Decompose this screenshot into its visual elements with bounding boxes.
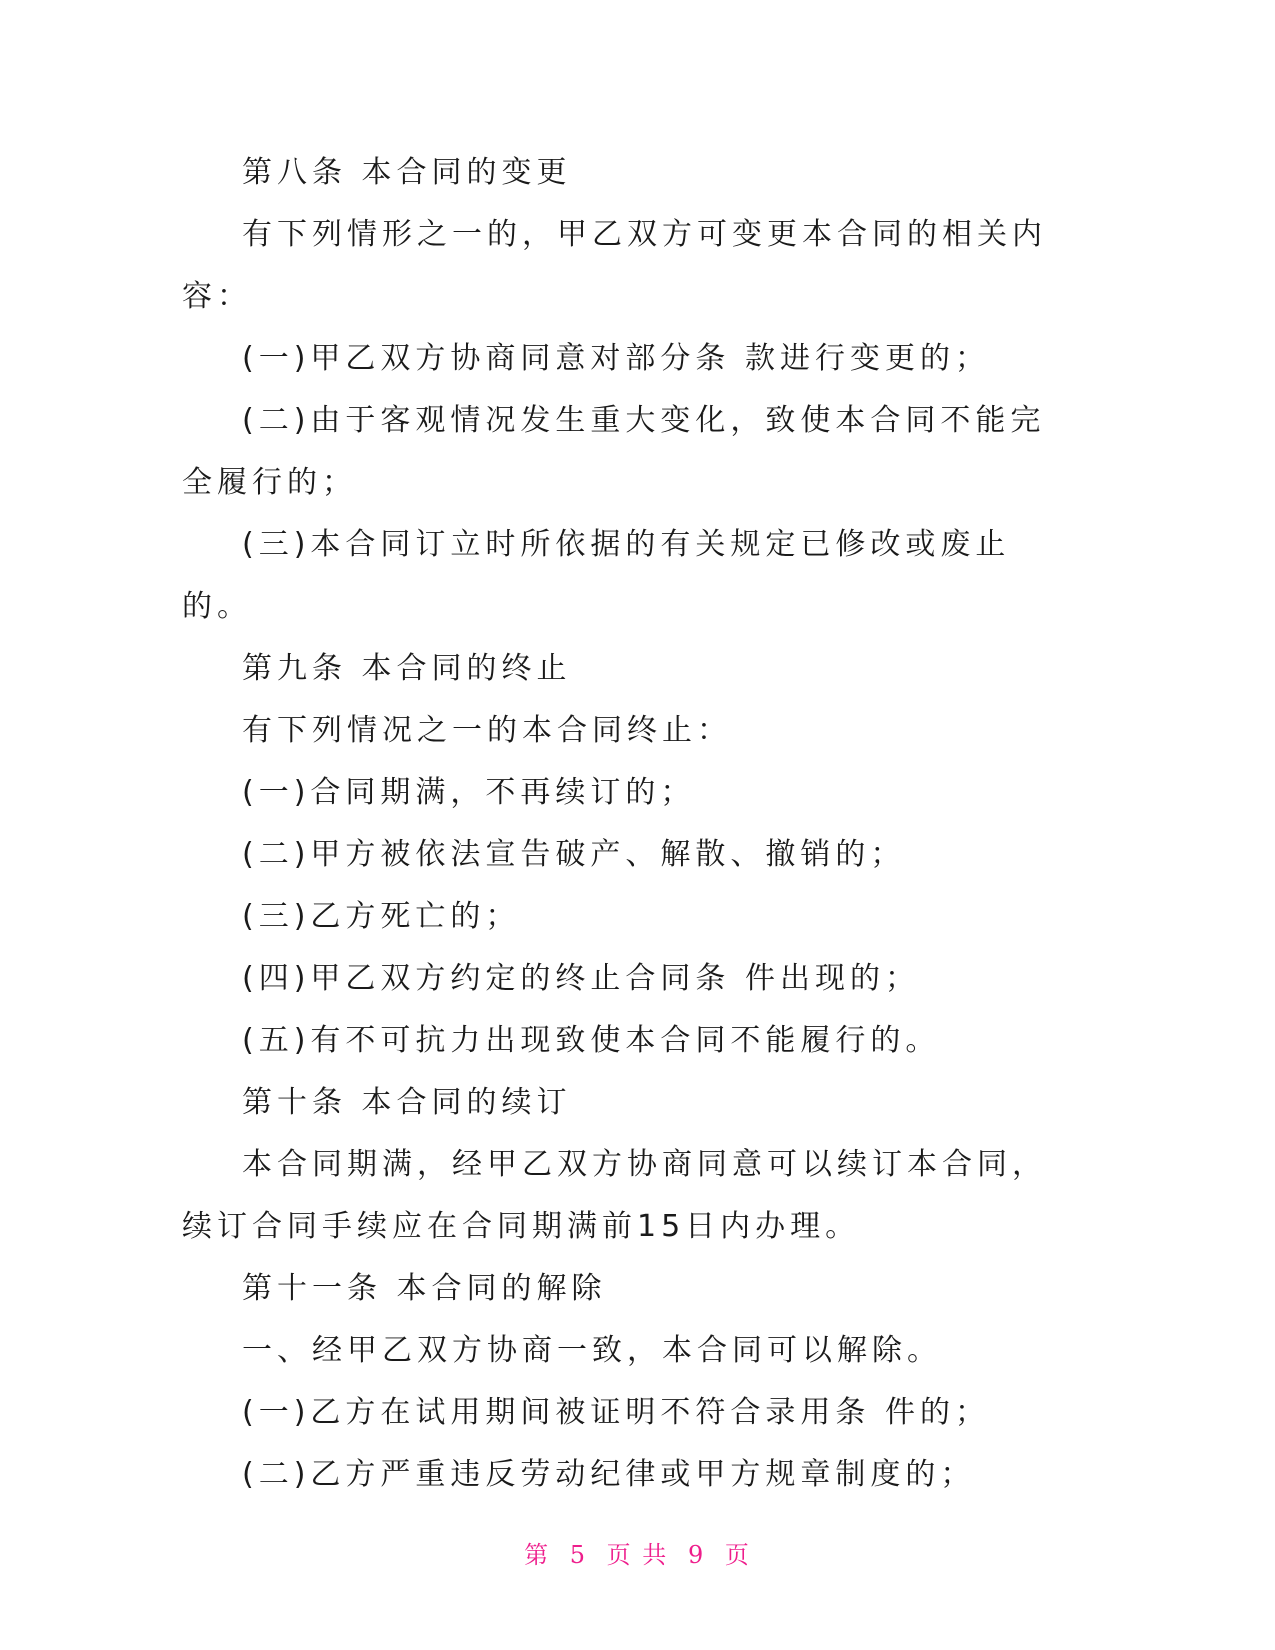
paragraph: 有下列情形之一的，甲乙双方可变更本合同的相关内容：: [182, 217, 1047, 314]
paragraph: 本合同期满，经甲乙双方协商同意可以续订本合同，续订合同手续应在合同期满前15日内办理。: [182, 1147, 1047, 1244]
list-item: (二)甲方被依法宣告破产、解散、撤销的；: [242, 837, 906, 872]
list-item: (一)甲乙双方协商同意对部分条 款进行变更的；: [242, 341, 990, 376]
page-footer: [0, 1535, 1275, 1570]
article-10-heading: 第十条 本合同的续订: [242, 1085, 572, 1120]
list-item: (二)乙方严重违反劳动纪律或甲方规章制度的；: [242, 1457, 976, 1492]
list-item: (一)乙方在试用期间被证明不符合录用条 件的；: [242, 1395, 990, 1430]
article-9-heading: 第九条 本合同的终止: [242, 651, 572, 686]
list-item: (四)甲乙双方约定的终止合同条 件出现的；: [242, 961, 920, 996]
current-page-number: 5: [569, 1541, 588, 1569]
total-pages-number: 9: [687, 1541, 706, 1569]
list-item: (三)乙方死亡的；: [242, 899, 521, 934]
list-item: (一)合同期满，不再续订的；: [242, 775, 696, 810]
article-8-heading: 第八条 本合同的变更: [242, 155, 572, 190]
list-item: (三)本合同订立时所依据的有关规定已修改或废止的。: [182, 527, 1011, 624]
list-item: (五)有不可抗力出现致使本合同不能履行的。: [242, 1023, 941, 1058]
footer-middle: 页 共: [606, 1541, 669, 1569]
article-11-heading: 第十一条 本合同的解除: [242, 1271, 607, 1306]
footer-prefix: 第: [524, 1541, 551, 1569]
paragraph: 一、经甲乙双方协商一致，本合同可以解除。: [242, 1333, 942, 1368]
footer-suffix: 页: [724, 1541, 751, 1569]
document-body: [182, 142, 1072, 1506]
paragraph: 有下列情况之一的本合同终止：: [242, 713, 732, 748]
list-item: (二)由于客观情况发生重大变化，致使本合同不能完全履行的；: [182, 403, 1046, 500]
